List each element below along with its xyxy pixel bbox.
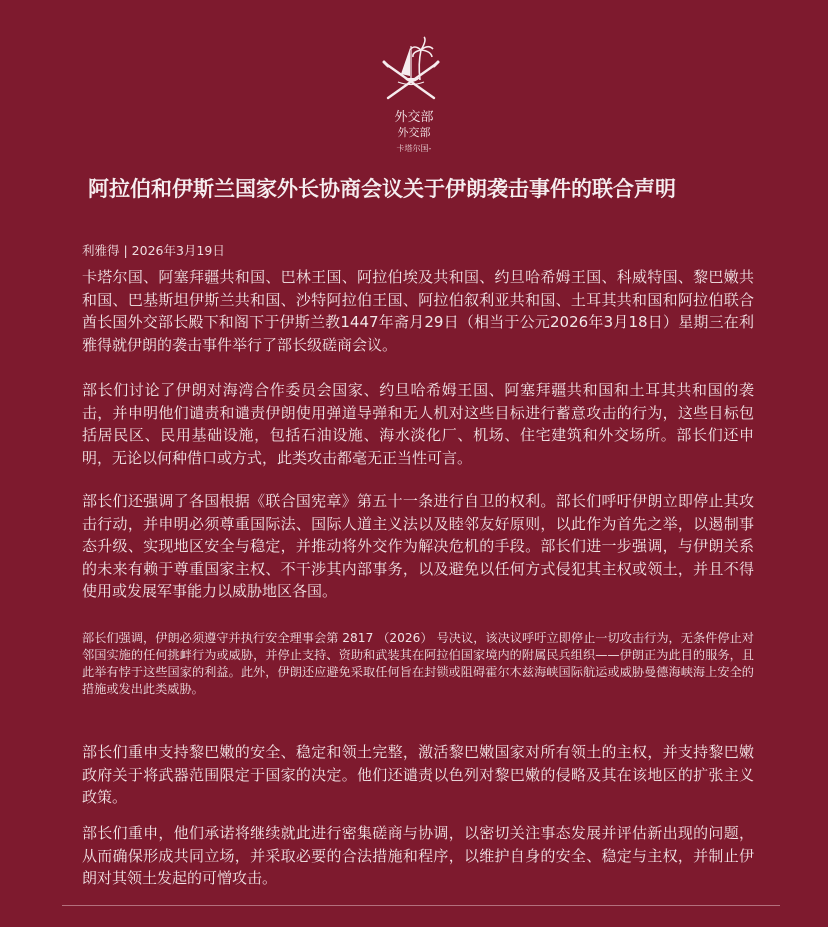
paragraph: 部长们重申，他们承诺将继续就此进行密集磋商与协调，以密切关注事态发展并评估新出现的问题，从而确保形成共同立场，并采取必要的合法措施和程序，以维护自身的安全、稳定与主权，并制止伊朗对其领土发起的可憎攻击。 xyxy=(82,824,754,887)
qatar-national-emblem-icon xyxy=(380,34,442,104)
ministry-name: 外交部 xyxy=(394,110,434,125)
divider xyxy=(62,905,780,906)
paragraph: 部长们重申支持黎巴嫩的安全、稳定和领土完整，激活黎巴嫩国家对所有领土的主权，并支持黎巴嫩政府关于将武器范围限定于国家的决定。他们还谴责以色列对黎巴嫩的侵略及其在该地区的扩张主义政策。 xyxy=(82,743,754,806)
paragraph-small: 部长们强调，伊朗必须遵守并执行安全理事会第 2817 （2026） 号决议，该决议呼吁立即停止一切攻击行为，无条件停止对邻国实施的任何挑衅行为或威胁，并停止支持、资助和武装其在阿拉伯国家境内的附属民兵组织——伊朗正为此目的服务，且此举有悖于这些国家的利益。此外，伊朗还应避免采取任何旨在封锁或阻碍霍尔木兹海峡国际航运或威胁曼德海峡海上安全的措施或发出此类威胁。 xyxy=(82,631,754,696)
paragraph: 卡塔尔国、阿塞拜疆共和国、巴林王国、阿拉伯埃及共和国、约旦哈希姆王国、科威特国、黎巴嫩共和国、巴基斯坦伊斯兰共和国、沙特阿拉伯王国、阿拉伯叙利亚共和国、土耳其共和国和阿拉伯联合酋长国外交部长殿下和阁下于伊斯兰教1447年斋月29日（相当于公元2026年3月18日）星期三在利雅得就伊朗的袭击事件举行了部长级磋商会议。 xyxy=(82,268,754,354)
ministry-name-secondary: 外交部 xyxy=(397,126,431,139)
paragraph: 部长们讨论了伊朗对海湾合作委员会国家、约旦哈希姆王国、阿塞拜疆共和国和土耳其共和国的袭击，并申明他们谴责和谴责伊朗使用弹道导弹和无人机对这些目标进行蓄意攻击的行为，这些目标包括居民区、民用基础设施，包括石油设施、海水淡化厂、机场、住宅建筑和外交场所。部长们还申明，无论以何种借口或方式，此类攻击都毫无正当性可言。 xyxy=(82,381,754,467)
dateline: 利雅得 | 2026年3月19日 xyxy=(82,243,225,258)
paragraph: 部长们还强调了各国根据《联合国宪章》第五十一条进行自卫的权利。部长们呼吁伊朗立即停止其攻击行动，并申明必须尊重国际法、国际人道主义法以及睦邻友好原则，以此作为首先之举，以遏制事态升级、实现地区安全与稳定，并推动将外交作为解决危机的手段。部长们进一步强调，与伊朗关系的未来有赖于尊重国家主权、不干涉其内部事务，以及避免以任何方式侵犯其主权或领土，并且不得使用或发展军事能力以威胁地区各国。 xyxy=(82,492,754,600)
document-title: 阿拉伯和伊斯兰国家外长协商会议关于伊朗袭击事件的联合声明 xyxy=(88,177,676,201)
letterhead xyxy=(0,0,828,160)
country-name: 卡塔尔国- xyxy=(396,144,432,153)
